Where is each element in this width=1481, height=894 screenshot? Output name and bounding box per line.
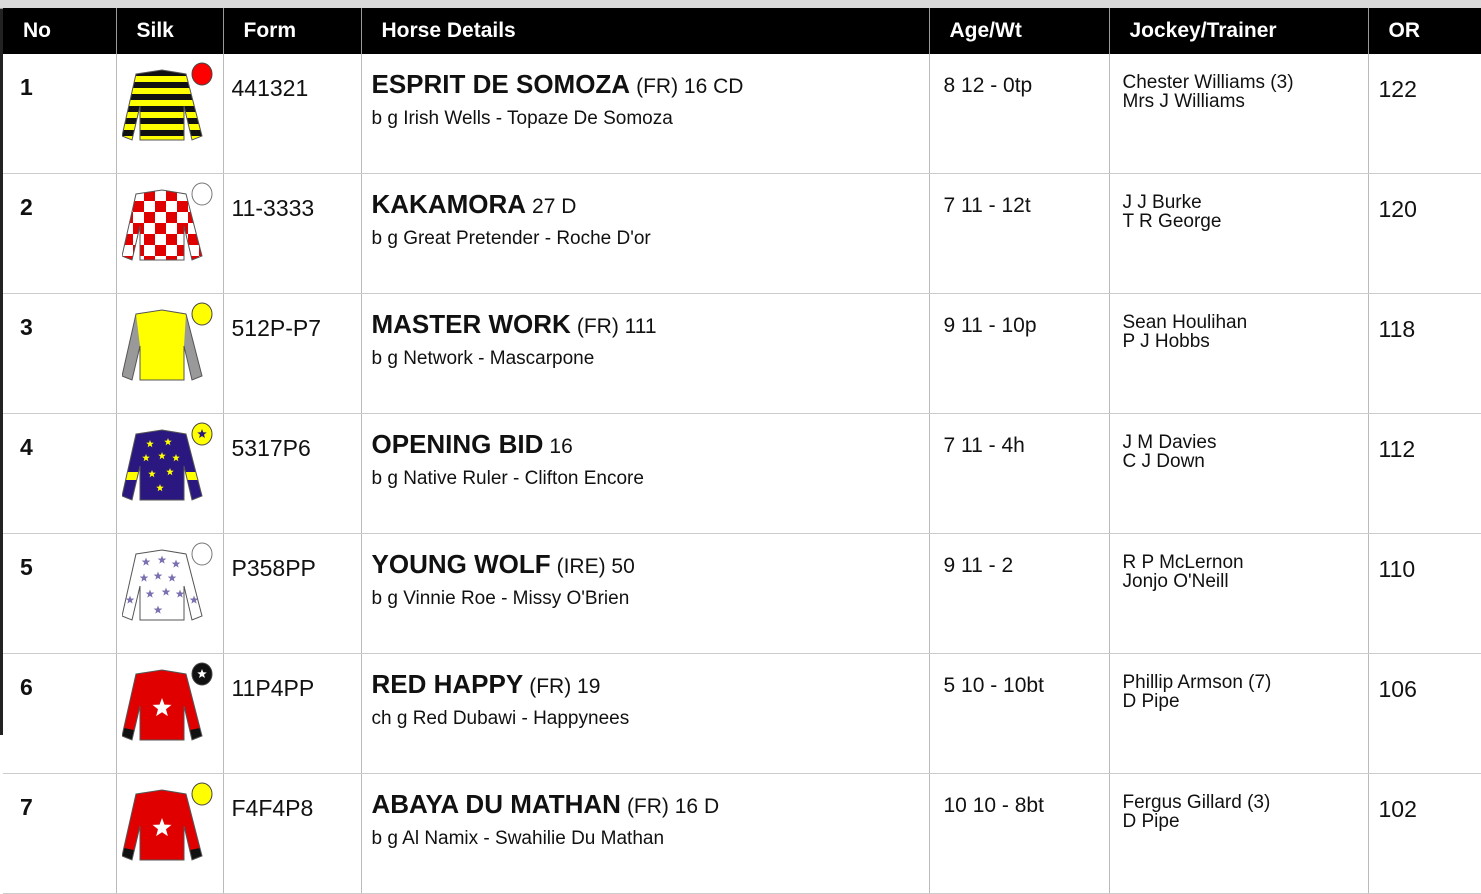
horse-name[interactable]: ESPRIT DE SOMOZA <box>371 69 631 99</box>
jockey-name[interactable]: Fergus Gillard (3) <box>1122 792 1271 813</box>
age-weight: 10 10 - 8bt <box>929 774 1109 894</box>
jockey-name[interactable]: J J Burke <box>1122 192 1202 213</box>
horse-breeding: b g Great Pretender - Roche D'or <box>371 228 651 249</box>
col-header-horse-details[interactable]: Horse Details <box>361 8 929 54</box>
runner-number: 4 <box>3 414 116 534</box>
trainer-name[interactable]: Jonjo O'Neill <box>1122 571 1229 592</box>
trainer-name[interactable]: D Pipe <box>1122 811 1180 832</box>
age-weight: 5 10 - 10bt <box>929 654 1109 774</box>
runner-number: 5 <box>3 534 116 654</box>
horse-breeding: b g Vinnie Roe - Missy O'Brien <box>371 588 630 609</box>
runner-row[interactable] <box>3 774 1481 894</box>
runner-row[interactable] <box>3 174 1481 294</box>
jockey-silk-icon <box>122 251 218 268</box>
trainer-name[interactable]: C J Down <box>1122 451 1205 472</box>
jockey-trainer <box>1109 414 1368 534</box>
official-rating: 112 <box>1368 414 1481 534</box>
form-figures: 11P4PP <box>223 654 361 774</box>
runner-number: 7 <box>3 774 116 894</box>
col-header-no[interactable]: No <box>3 8 116 54</box>
jockey-name[interactable]: Phillip Armson (7) <box>1122 672 1272 693</box>
runner-number: 6 <box>3 654 116 774</box>
age-weight: 7 11 - 4h <box>929 414 1109 534</box>
horse-breeding: b g Network - Mascarpone <box>371 348 595 369</box>
horse-suffix: (FR) 19 <box>529 675 601 698</box>
form-figures: P358PP <box>223 534 361 654</box>
official-rating: 118 <box>1368 294 1481 414</box>
horse-details <box>361 654 929 774</box>
form-figures: 441321 <box>223 54 361 174</box>
form-figures: F4F4P8 <box>223 774 361 894</box>
trainer-name[interactable]: Mrs J Williams <box>1122 91 1245 112</box>
jockey-trainer <box>1109 774 1368 894</box>
horse-suffix: (FR) 16 D <box>626 795 720 818</box>
silk-cell <box>116 534 223 654</box>
silk-cell <box>116 774 223 894</box>
jockey-silk-icon <box>122 731 218 748</box>
official-rating: 110 <box>1368 534 1481 654</box>
horse-details <box>361 294 929 414</box>
trainer-name[interactable]: T R George <box>1122 211 1222 232</box>
form-figures: 5317P6 <box>223 414 361 534</box>
horse-name[interactable]: RED HAPPY <box>371 669 524 699</box>
jockey-name[interactable]: J M Davies <box>1122 432 1217 453</box>
official-rating: 120 <box>1368 174 1481 294</box>
age-weight: 8 12 - 0tp <box>929 54 1109 174</box>
horse-breeding: b g Irish Wells - Topaze De Somoza <box>371 108 673 129</box>
jockey-trainer <box>1109 654 1368 774</box>
horse-suffix: (FR) 16 CD <box>636 75 744 98</box>
col-header-age-wt[interactable]: Age/Wt <box>929 8 1109 54</box>
horse-name[interactable]: OPENING BID <box>371 429 544 459</box>
horse-details <box>361 774 929 894</box>
runner-number: 3 <box>3 294 116 414</box>
jockey-trainer <box>1109 294 1368 414</box>
jockey-silk-icon <box>122 851 218 868</box>
col-header-silk[interactable]: Silk <box>116 8 223 54</box>
col-header-or[interactable]: OR <box>1368 8 1481 54</box>
trainer-name[interactable]: P J Hobbs <box>1122 331 1210 352</box>
jockey-silk-icon <box>122 371 218 388</box>
horse-suffix: 27 D <box>532 195 577 218</box>
horse-suffix: (FR) 111 <box>576 315 657 338</box>
horse-name[interactable]: KAKAMORA <box>371 189 527 219</box>
jockey-name[interactable]: Chester Williams (3) <box>1122 72 1294 93</box>
horse-breeding: ch g Red Dubawi - Happynees <box>371 708 630 729</box>
jockey-silk-icon <box>122 131 218 148</box>
col-header-jockey-trainer[interactable]: Jockey/Trainer <box>1109 8 1368 54</box>
horse-details <box>361 414 929 534</box>
silk-cell <box>116 294 223 414</box>
form-figures: 11-3333 <box>223 174 361 294</box>
horse-suffix: (IRE) 50 <box>556 555 635 578</box>
silk-cell <box>116 174 223 294</box>
horse-details <box>361 534 929 654</box>
jockey-silk-icon <box>122 611 218 628</box>
runners-table <box>3 8 1481 894</box>
silk-cell <box>116 654 223 774</box>
form-figures: 512P-P7 <box>223 294 361 414</box>
horse-breeding: b g Al Namix - Swahilie Du Mathan <box>371 828 665 849</box>
runner-row[interactable] <box>3 294 1481 414</box>
horse-name[interactable]: YOUNG WOLF <box>371 549 551 579</box>
jockey-trainer <box>1109 54 1368 174</box>
silk-cell <box>116 414 223 534</box>
age-weight: 9 11 - 2 <box>929 534 1109 654</box>
official-rating: 106 <box>1368 654 1481 774</box>
jockey-name[interactable]: Sean Houlihan <box>1122 312 1248 333</box>
age-weight: 7 11 - 12t <box>929 174 1109 294</box>
jockey-trainer <box>1109 534 1368 654</box>
horse-details <box>361 54 929 174</box>
runner-number: 1 <box>3 54 116 174</box>
runner-number: 2 <box>3 174 116 294</box>
official-rating: 122 <box>1368 54 1481 174</box>
horse-details <box>361 174 929 294</box>
runner-row[interactable] <box>3 54 1481 174</box>
jockey-silk-icon <box>122 491 218 508</box>
jockey-trainer <box>1109 174 1368 294</box>
horse-name[interactable]: MASTER WORK <box>371 309 571 339</box>
silk-cell <box>116 54 223 174</box>
horse-suffix: 16 <box>549 435 573 458</box>
runner-row[interactable] <box>3 414 1481 534</box>
runner-row[interactable] <box>3 534 1481 654</box>
age-weight: 9 11 - 10p <box>929 294 1109 414</box>
runner-row[interactable] <box>3 654 1481 774</box>
trainer-name[interactable]: D Pipe <box>1122 691 1180 712</box>
official-rating: 102 <box>1368 774 1481 894</box>
jockey-name[interactable]: R P McLernon <box>1122 552 1244 573</box>
table-header-row <box>3 8 1481 54</box>
col-header-form[interactable]: Form <box>223 8 361 54</box>
horse-name[interactable]: ABAYA DU MATHAN <box>371 789 621 819</box>
horse-breeding: b g Native Ruler - Clifton Encore <box>371 468 644 489</box>
